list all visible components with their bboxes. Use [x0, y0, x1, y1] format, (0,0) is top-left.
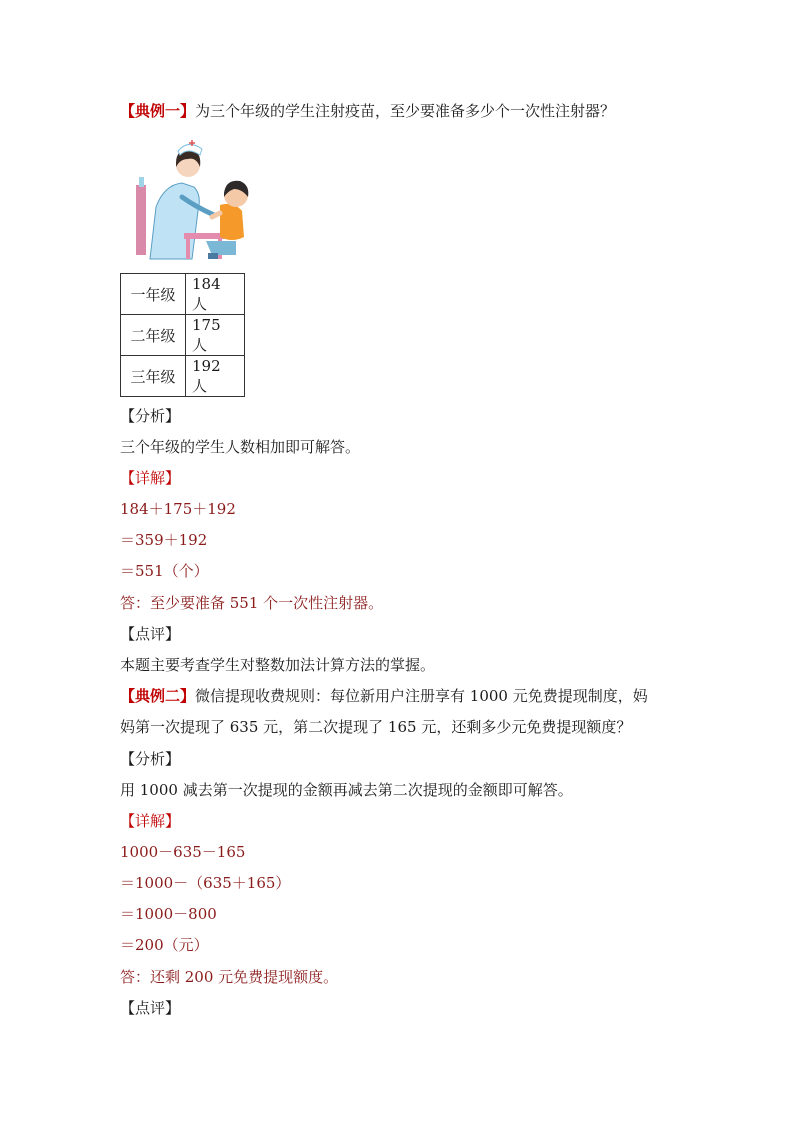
- example2-question-line2: 妈第一次提现了 635 元，第二次提现了 165 元，还剩多少元免费提现额度？: [120, 718, 632, 736]
- example1-question-line: [120, 101, 615, 121]
- table-row: [121, 356, 245, 397]
- example1-step: ＝551（个）: [120, 562, 209, 580]
- example2-step: 1000－635－165: [120, 843, 246, 861]
- example2-analysis-heading: 【分析】: [120, 750, 181, 768]
- example1-tag: 【典例一】: [120, 102, 196, 120]
- example1-comment: 本题主要考查学生对整数加法计算方法的掌握。: [120, 656, 436, 674]
- example2-question-line: [120, 686, 648, 706]
- example1-analysis-heading: 【分析】: [120, 407, 181, 425]
- example1-question: 为三个年级的学生注射疫苗，至少要准备多少个一次性注射器？: [195, 102, 616, 120]
- example1-comment-heading: 【点评】: [120, 625, 181, 643]
- example1-step: 184＋175＋192: [120, 500, 236, 518]
- grades-table: [120, 273, 245, 397]
- example2-comment-heading: 【点评】: [120, 999, 181, 1017]
- example2-answer: 答：还剩 200 元免费提现额度。: [120, 968, 339, 986]
- count-cell: 175 人: [186, 315, 245, 356]
- nurse-vaccinating-child-illustration: [136, 137, 256, 263]
- table-row: [121, 274, 245, 315]
- example2-analysis: 用 1000 减去第一次提现的金额再减去第二次提现的金额即可解答。: [120, 781, 573, 799]
- example2-detail-heading: 【详解】: [120, 812, 181, 830]
- example1-analysis: 三个年级的学生人数相加即可解答。: [120, 438, 361, 456]
- example2-step: ＝200（元）: [120, 936, 209, 954]
- grade-cell: 三年级: [121, 356, 186, 397]
- example2-step: ＝1000－800: [120, 905, 217, 923]
- example1-answer: 答：至少要准备 551 个一次性注射器。: [120, 594, 384, 612]
- count-cell: 184 人: [186, 274, 245, 315]
- grade-cell: 一年级: [121, 274, 186, 315]
- grade-cell: 二年级: [121, 315, 186, 356]
- table-row: [121, 315, 245, 356]
- example1-step: ＝359＋192: [120, 531, 208, 549]
- example2-tag: 【典例二】: [120, 687, 196, 705]
- example2-question-line1: 微信提现收费规则：每位新用户注册享有 1000 元免费提现制度，妈: [195, 687, 648, 705]
- count-cell: 192 人: [186, 356, 245, 397]
- example1-detail-heading: 【详解】: [120, 469, 181, 487]
- example2-step: ＝1000－（635＋165）: [120, 874, 291, 892]
